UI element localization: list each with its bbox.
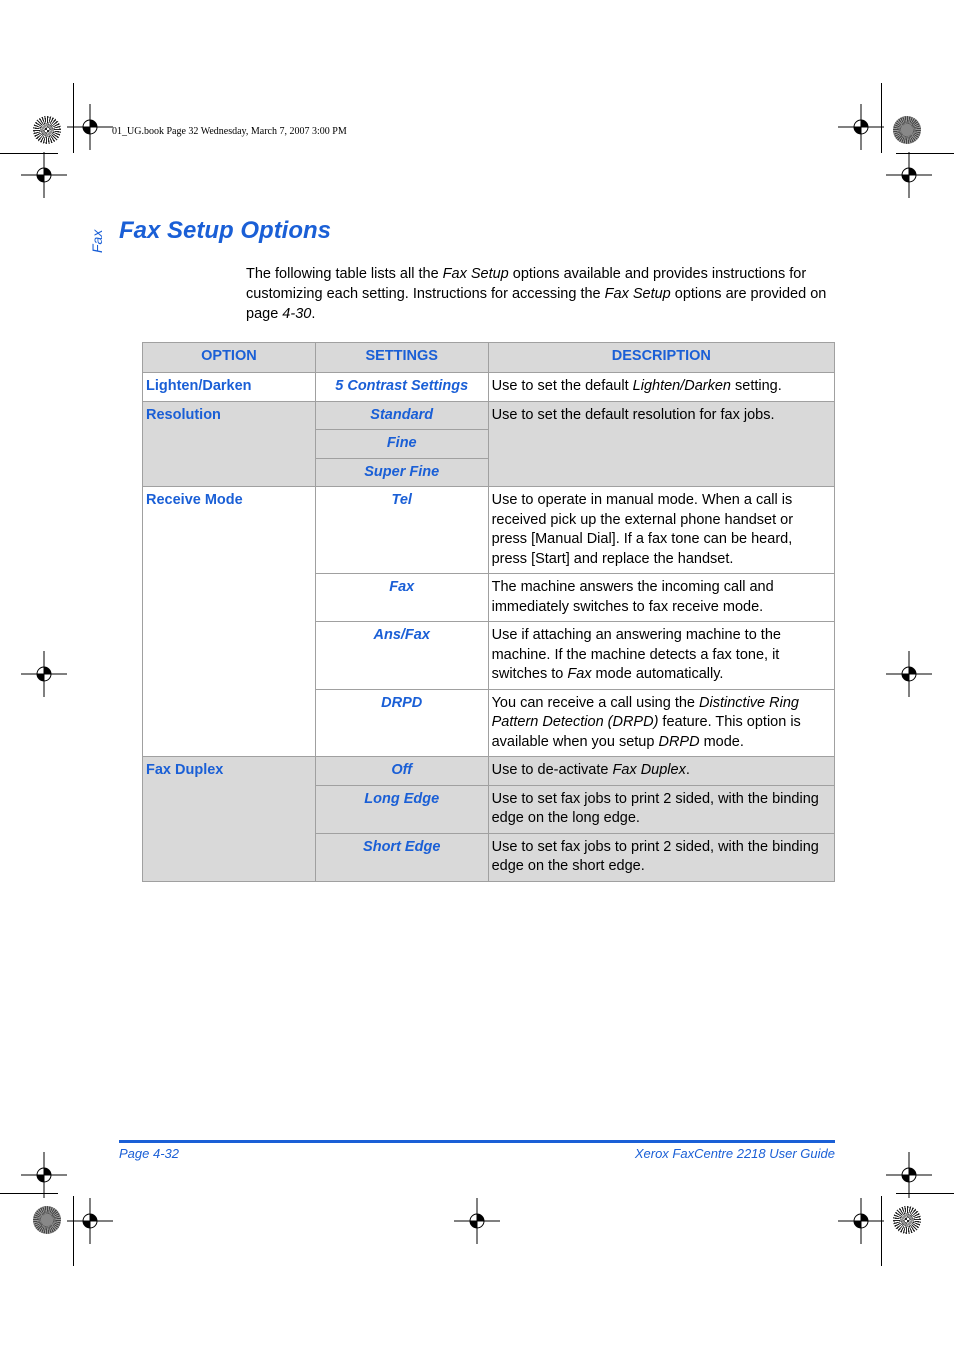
page-title: Fax Setup Options — [119, 217, 332, 244]
setting-cell: DRPD — [315, 689, 488, 757]
description-cell: Use to operate in manual mode. When a call is received pick up the external phone handset or press [Manual Dial]. If a fax tone can be heard, press [Start] and replace the handset. — [488, 487, 834, 574]
registration-mark-icon — [886, 152, 932, 198]
setting-cell: Off — [315, 757, 488, 786]
registration-mark-icon — [838, 104, 884, 150]
setting-cell: Fax — [315, 574, 488, 622]
star-target-icon — [33, 116, 61, 144]
fax-options-table — [142, 342, 835, 882]
registration-mark-icon — [21, 1152, 67, 1198]
setting-cell: Short Edge — [315, 833, 488, 881]
book-info: 01_UG.book Page 32 Wednesday, March 7, 2007 3:00 PM — [112, 126, 347, 137]
header-description: DESCRIPTION — [488, 343, 834, 373]
footer-rule — [119, 1140, 835, 1143]
description-cell: Use to set fax jobs to print 2 sided, with the binding edge on the short edge. — [488, 833, 834, 881]
registration-mark-icon — [21, 152, 67, 198]
description-cell: Use if attaching an answering machine to the machine. If the machine detects a fax tone, it switches to Fax mode automatically. — [488, 622, 834, 690]
table-row — [143, 401, 835, 430]
setting-cell: Standard — [315, 401, 488, 430]
option-cell: Resolution — [143, 401, 316, 487]
intro-paragraph: The following table lists all the Fax Setup options available and provides instructions for customizing each setting. Instructions for accessing the Fax Setup options are provided on page 4-30. — [246, 266, 827, 322]
description-cell: Use to set fax jobs to print 2 sided, with the binding edge on the long edge. — [488, 785, 834, 833]
setting-cell: Super Fine — [315, 458, 488, 487]
star-target-icon — [893, 116, 921, 144]
setting-cell: 5 Contrast Settings — [315, 373, 488, 402]
option-cell: Fax Duplex — [143, 757, 316, 882]
description-cell: Use to set the default resolution for fax jobs. — [488, 401, 834, 487]
registration-mark-icon — [838, 1198, 884, 1244]
option-cell: Receive Mode — [143, 487, 316, 757]
option-cell: Lighten/Darken — [143, 373, 316, 402]
header-option: OPTION — [143, 343, 316, 373]
star-target-icon — [893, 1206, 921, 1234]
side-tab: Fax — [89, 229, 105, 253]
page-number: Page 4-32 — [119, 1146, 179, 1161]
description-cell: You can receive a call using the Distinctive Ring Pattern Detection (DRPD) feature. This option is available when you setup DRPD mode. — [488, 689, 834, 757]
registration-mark-icon — [886, 651, 932, 697]
setting-cell: Long Edge — [315, 785, 488, 833]
setting-cell: Fine — [315, 430, 488, 459]
table-row — [143, 373, 835, 402]
registration-mark-icon — [454, 1198, 500, 1244]
setting-cell: Ans/Fax — [315, 622, 488, 690]
setting-cell: Tel — [315, 487, 488, 574]
table-header-row — [143, 343, 835, 373]
description-cell: Use to set the default Lighten/Darken setting. — [488, 373, 834, 402]
description-cell: The machine answers the incoming call and immediately switches to fax receive mode. — [488, 574, 834, 622]
registration-mark-icon — [21, 651, 67, 697]
registration-mark-icon — [67, 1198, 113, 1244]
description-cell: Use to de-activate Fax Duplex. — [488, 757, 834, 786]
registration-mark-icon — [886, 1152, 932, 1198]
registration-mark-icon — [67, 104, 113, 150]
guide-title: Xerox FaxCentre 2218 User Guide — [634, 1146, 835, 1161]
table-row — [143, 487, 835, 574]
table-row — [143, 757, 835, 786]
star-target-icon — [33, 1206, 61, 1234]
header-settings: SETTINGS — [315, 343, 488, 373]
